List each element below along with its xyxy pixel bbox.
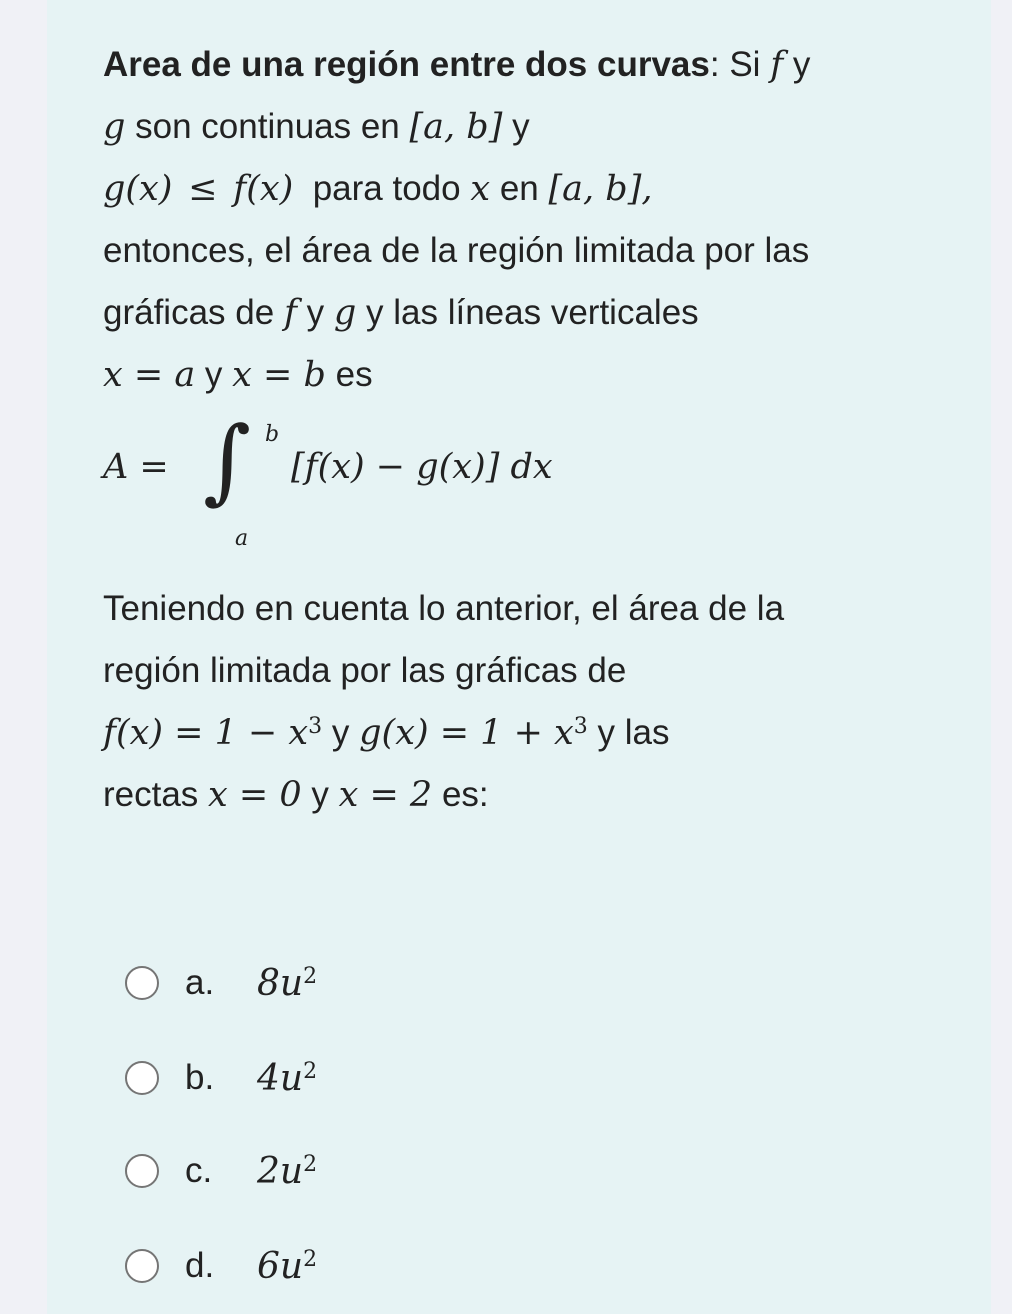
question-line-2: g son continuas en [a, b] y [103, 107, 530, 147]
option-c[interactable]: c. $2u^2$ [125, 1146, 525, 1206]
radio-button[interactable] [125, 966, 159, 1000]
question-line-6: x = a y x = b es [103, 355, 373, 395]
question-line-10: $f(x) = 1 - x^3$ y $g(x) = 1 + x^3$ y las [103, 713, 670, 753]
option-b[interactable]: b. $4u^2$ [125, 1053, 525, 1113]
upper-limit: b [265, 422, 280, 447]
option-a[interactable]: a. $8u^2$ [125, 958, 525, 1018]
question-line-3: g(x) ≤ f(x) para todo x en [a, b], [103, 169, 653, 209]
question-line-1: Area de una región entre dos curvas: Si f y [103, 45, 811, 85]
question-line-11: rectas x = 0 y x = 2 es: [103, 775, 489, 815]
integrand: [f(x) − g(x)] dx [291, 447, 553, 487]
integral-formula [103, 406, 963, 556]
question-line-4: entonces, el área de la región limitada por las [103, 231, 810, 270]
definition-title: Area de una región entre dos curvas [103, 45, 710, 84]
question-line-8: Teniendo en cuenta lo anterior, el área de la [103, 589, 785, 628]
question-text [103, 34, 963, 826]
lower-limit: a [235, 526, 249, 551]
question-line-5: gráficas de f y g y las líneas verticales [103, 293, 699, 333]
radio-button[interactable] [125, 1154, 159, 1188]
area-symbol: A = [103, 447, 169, 487]
question-line-9: región limitada por las gráficas de [103, 651, 627, 690]
radio-button[interactable] [125, 1061, 159, 1095]
option-d[interactable]: d. $6u^2$ [125, 1241, 525, 1301]
radio-button[interactable] [125, 1249, 159, 1283]
integral-sign: ∫ [203, 407, 251, 514]
